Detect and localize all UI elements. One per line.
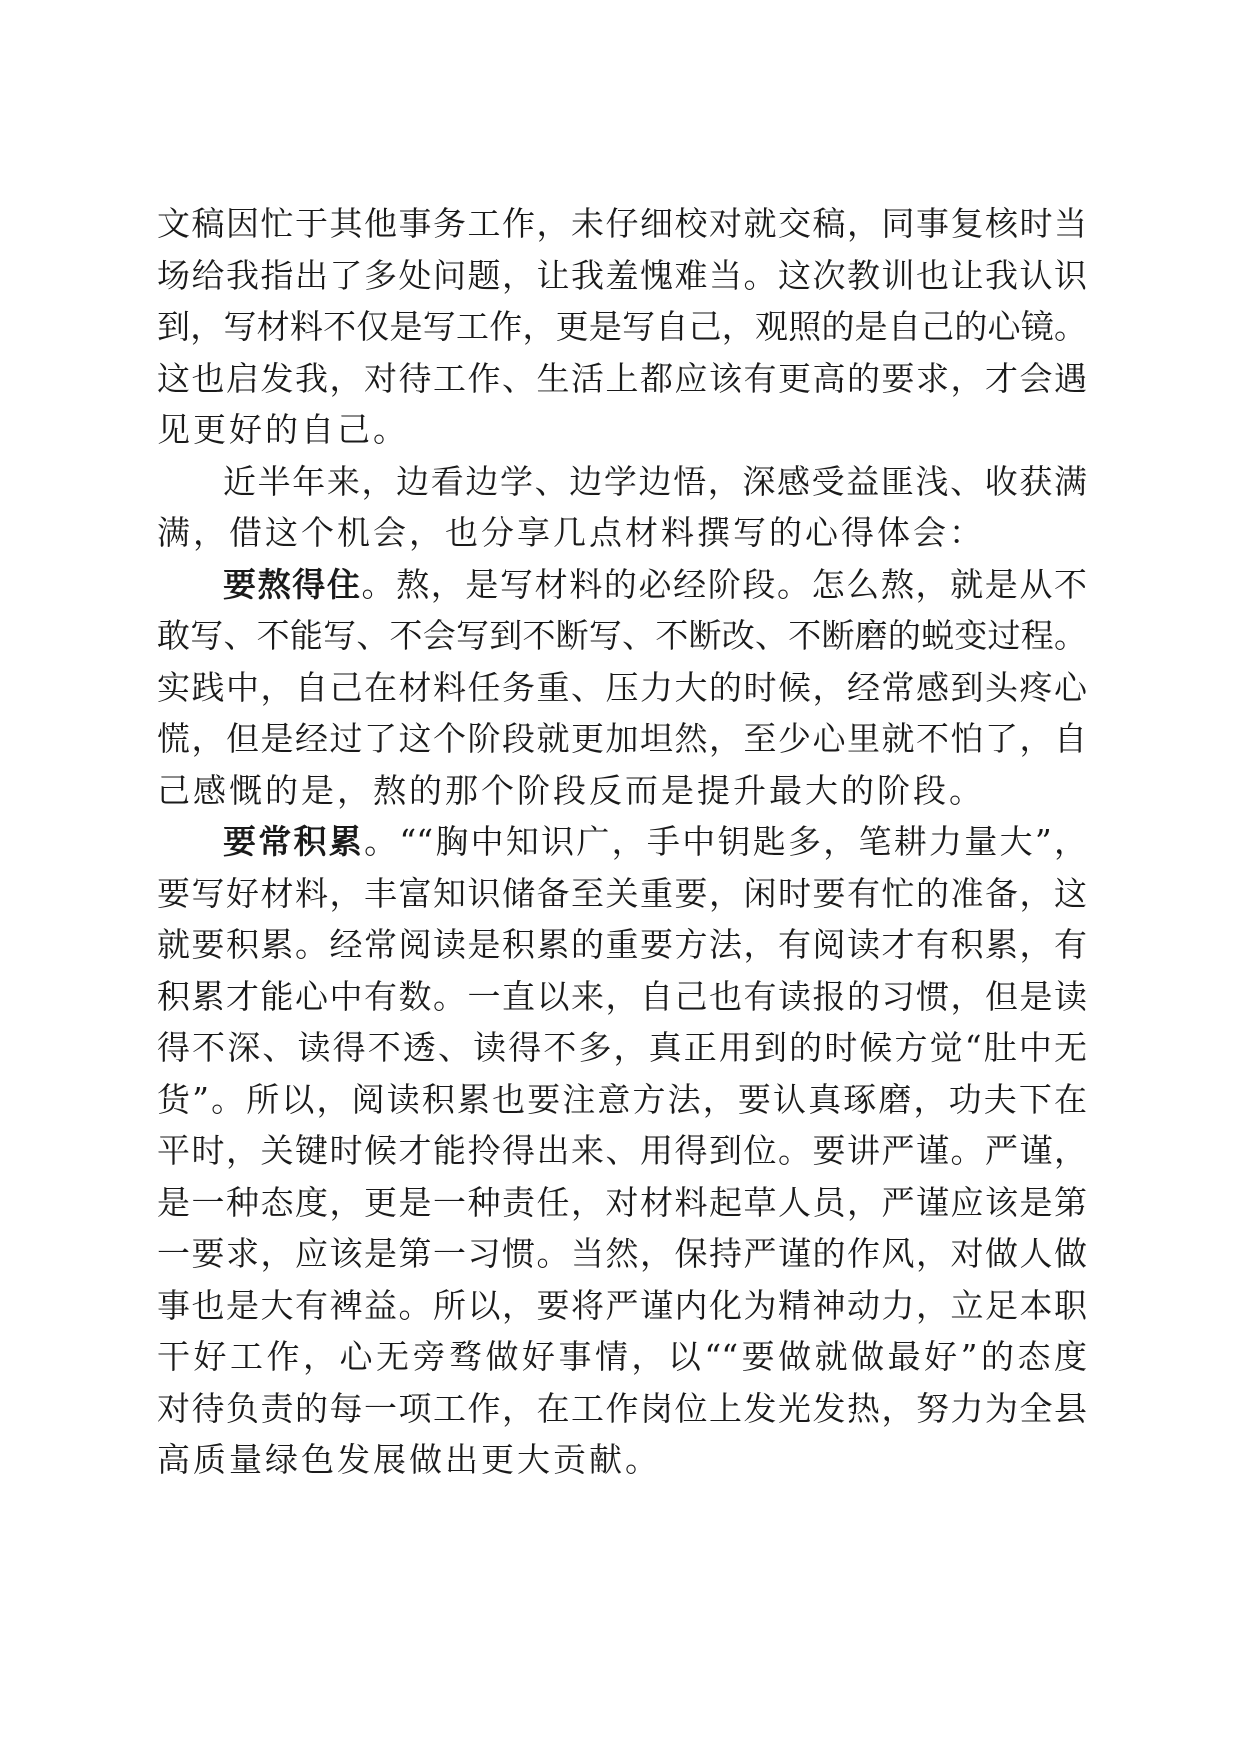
text-line: 己感慨的是，熬的那个阶段反而是提升最大的阶段。 [157, 770, 985, 810]
paragraph-4 [157, 816, 1087, 1486]
text-line: 见更好的自己。 [157, 410, 409, 449]
text-line: 干好工作，心无旁骛做好事情，以““要做就做最好”的态度 [157, 1337, 1087, 1376]
text-line: 敢写、不能写、不会写到不断写、不断改、不断磨的蜕变过程。 [157, 616, 1087, 655]
text-line: 高质量绿色发展做出更大贡献。 [157, 1440, 661, 1479]
text-span: 。““胸中知识广，手中钥匙多，笔耕力量大”， [364, 822, 1087, 861]
text-line [157, 816, 1087, 868]
text-line: 对待负责的每一项工作，在工作岗位上发光发热，努力为全县 [157, 1388, 1087, 1428]
text-line: 满，借这个机会，也分享几点材料撰写的心得体会： [157, 513, 985, 552]
text-line: 这也启发我，对待工作、生活上都应该有更高的要求，才会遇 [157, 358, 1087, 398]
paragraph-1 [157, 198, 1087, 456]
text-line: 到，写材料不仅是写工作，更是写自己，观照的是自己的心镜。 [157, 307, 1087, 346]
text-line: 是一种态度，更是一种责任，对材料起草人员，严谨应该是第 [157, 1182, 1087, 1222]
text-line: 事也是大有裨益。所以，要将严谨内化为精神动力，立足本职 [157, 1285, 1087, 1325]
text-span: 。熬，是写材料的必经阶段。怎么熬，就是从不 [361, 564, 1087, 604]
text-line: 实践中，自己在材料任务重、压力大的时候，经常感到头疼心 [157, 667, 1087, 707]
text-line [157, 559, 1087, 611]
paragraph-3 [157, 559, 1087, 817]
text-line: 一要求，应该是第一习惯。当然，保持严谨的作风，对做人做 [157, 1234, 1087, 1273]
section-keyword: 要熬得住 [223, 564, 362, 604]
text-line: 要写好材料，丰富知识储备至关重要，闲时要有忙的准备，这 [157, 873, 1087, 913]
document-page [157, 198, 1087, 1486]
text-line: 平时，关键时候才能拎得出来、用得到位。要讲严谨。严谨， [157, 1131, 1087, 1170]
text-line: 慌，但是经过了这个阶段就更加坦然，至少心里就不怕了，自 [157, 719, 1087, 758]
section-keyword: 要常积累 [223, 822, 365, 861]
text-line: 文稿因忙于其他事务工作，未仔细校对就交稿，同事复核时当 [157, 204, 1087, 243]
paragraph-2 [157, 456, 1087, 559]
text-line: 就要积累。经常阅读是积累的重要方法，有阅读才有积累，有 [157, 925, 1087, 964]
text-line: 积累才能心中有数。一直以来，自己也有读报的习惯，但是读 [157, 976, 1087, 1016]
text-line: 货”。所以，阅读积累也要注意方法，要认真琢磨，功夫下在 [157, 1079, 1087, 1119]
text-line: 得不深、读得不透、读得不多，真正用到的时候方觉“肚中无 [157, 1028, 1087, 1067]
text-line: 近半年来，边看边学、边学边悟，深感受益匪浅、收获满 [223, 461, 1087, 501]
text-line: 场给我指出了多处问题，让我羞愧难当。这次教训也让我认识 [157, 255, 1087, 295]
